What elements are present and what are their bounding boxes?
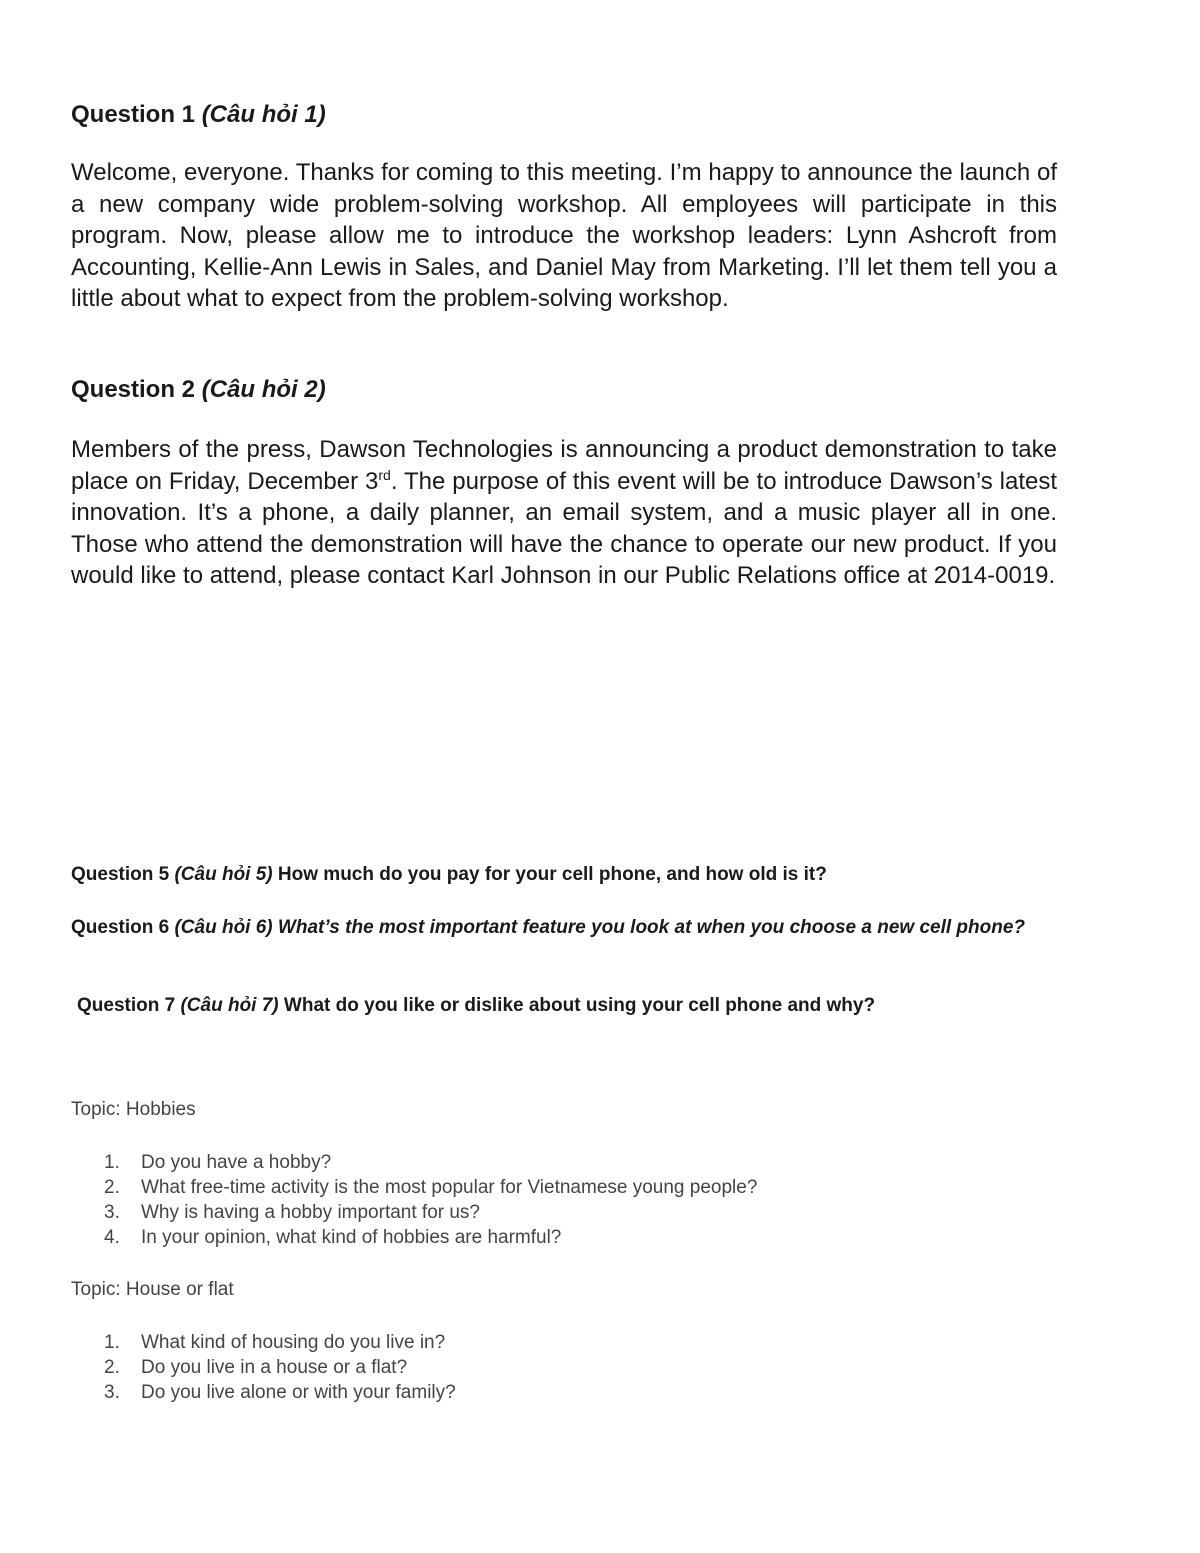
question-6-label-vi: (Câu hỏi 6) (174, 917, 273, 938)
question-5-label-vi: (Câu hỏi 5) (174, 864, 273, 885)
question-2-text-part-2: . The purpose of this event will be to introduce Dawson’s latest innovation. It’s a phone, a daily planner, an email system, and a music player all in one. Those who attend the demonstration will have the chance to operate our new product. If you would like to attend, please contact Karl Johnson in our Public Relations office at 2014-0019. (71, 467, 1057, 589)
list-item-text: What free-time activity is the most popular for Vietnamese young people? (141, 1177, 758, 1198)
question-7 (77, 993, 1063, 1019)
question-5-text: How much do you pay for your cell phone, and how old is it? (272, 864, 827, 885)
list-item-text: In your opinion, what kind of hobbies are harmful? (141, 1227, 562, 1248)
topic-hobbies-title: Topic: Hobbies (71, 1099, 196, 1120)
list-item-text: Do you live alone or with your family? (141, 1382, 456, 1403)
question-6-text: What’s the most important feature you look at when you choose a new cell phone? (272, 917, 1026, 938)
question-2-text-part-1: Members of the press, Dawson Technologies is announcing a product demonstration to take place on Friday, December 3 (71, 436, 1057, 495)
question-1-label-vi: (Câu hỏi 1) (201, 101, 326, 128)
list-item-number: 1. (104, 1152, 120, 1173)
list-item-number: 1. (104, 1332, 120, 1353)
list-item-text: Do you live in a house or a flat? (141, 1357, 408, 1378)
question-6-label: Question 6 (71, 917, 175, 938)
list-item-text: What kind of housing do you live in? (141, 1332, 446, 1353)
list-item-number: 3. (104, 1382, 120, 1403)
question-1-heading (71, 100, 326, 130)
question-5-label: Question 5 (71, 864, 175, 885)
question-5 (71, 862, 1057, 888)
question-1-text: Welcome, everyone. Thanks for coming to this meeting. I’m happy to announce the launch of a new company wide problem-solving workshop. All employees will participate in this program. Now, please allow me to introduce the workshop leaders: Lynn Ashcroft from Accounting, Kellie-Ann Lewis in Sales, and Daniel May from Marketing. I’ll let them tell you a little about what to expect from the problem-solving workshop. (71, 159, 1057, 312)
list-item-text: Do you have a hobby? (141, 1152, 332, 1173)
question-2-ordinal-suffix: rd (378, 466, 391, 483)
question-6 (71, 915, 1057, 941)
list-item-number: 3. (104, 1202, 120, 1223)
list-item-number: 4. (104, 1227, 120, 1248)
list-item-number: 2. (104, 1357, 120, 1378)
list-item-number: 2. (104, 1177, 120, 1198)
list-item-text: Why is having a hobby important for us? (141, 1202, 481, 1223)
topic-house-title: Topic: House or flat (71, 1279, 234, 1300)
question-2-text (71, 434, 1057, 592)
question-7-label: Question 7 (77, 995, 181, 1016)
question-2-label: Question 2 (71, 376, 202, 403)
question-7-text: What do you like or dislike about using your cell phone and why? (278, 995, 876, 1016)
question-1-label: Question 1 (71, 101, 202, 128)
question-2-heading (71, 375, 326, 405)
question-2-label-vi: (Câu hỏi 2) (201, 376, 326, 403)
question-7-label-vi: (Câu hỏi 7) (180, 995, 279, 1016)
